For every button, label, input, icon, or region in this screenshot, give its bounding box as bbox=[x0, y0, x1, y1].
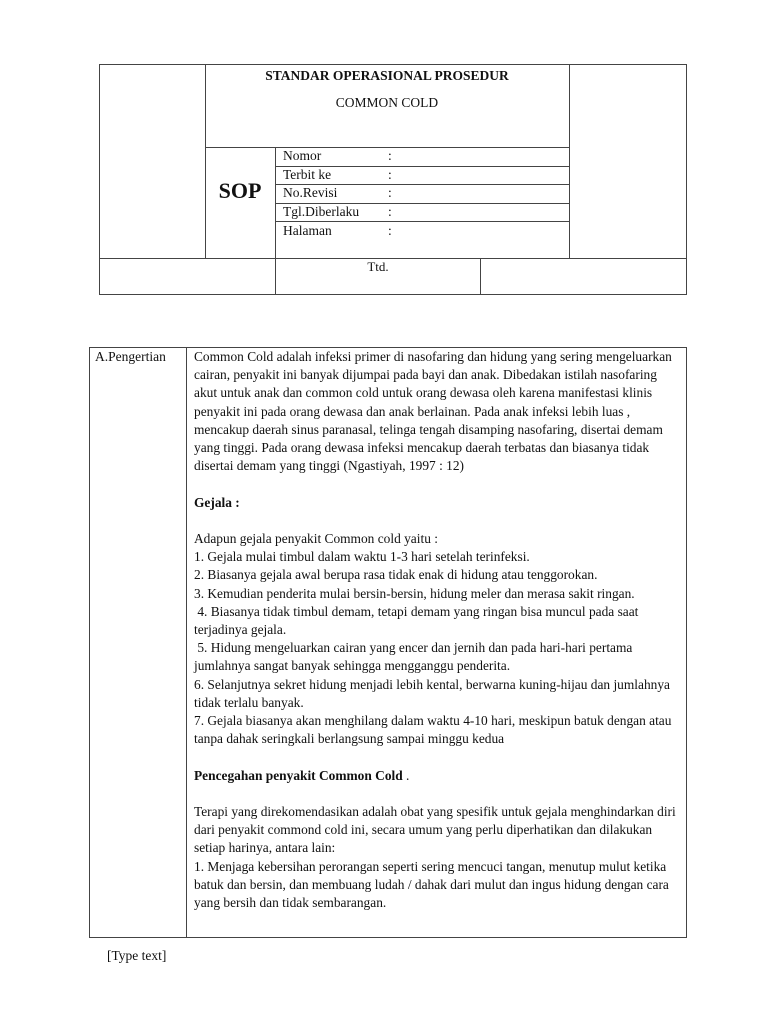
document-subtitle: COMMON COLD bbox=[335, 95, 439, 110]
prevention-item: 1. Menjaga kebersihan perorangan seperti sering mencuci tangan, menutup mulut ketika batuk dan bersin, dan membuang ludah / dahak dari mulut dan ingus hidung dengan cara yang bersih dan tidak sembarangan. bbox=[194, 858, 669, 911]
symptom-item: 1. Gejala mulai timbul dalam waktu 1-3 hari setelah terinfeksi. bbox=[194, 549, 530, 565]
symptom-item: 3. Kemudian penderita mulai bersin-bersin, hidung meler dan merasa sakit ringan. bbox=[194, 585, 635, 601]
signature-label: Ttd. bbox=[367, 259, 389, 274]
field-colon-halaman: : bbox=[388, 223, 392, 238]
footer-placeholder[interactable]: [Type text] bbox=[107, 948, 167, 963]
section-label: A.Pengertian bbox=[95, 349, 166, 364]
prevention-heading: Pencegahan penyakit Common Cold bbox=[194, 767, 403, 783]
field-label-tgl: Tgl.Diberlaku bbox=[283, 204, 360, 219]
field-colon-revisi: : bbox=[388, 185, 392, 200]
symptoms-heading: Gejala : bbox=[194, 494, 240, 510]
prevention-intro: Terapi yang direkomendasikan adalah obat yang spesifik untuk gejala menghindarkan diri dari penyakit commond cold ini, secara umum yang perlu diperhatikan dan dilakukan setiap harinya, antara lain: bbox=[194, 804, 676, 856]
field-label-nomor: Nomor bbox=[283, 148, 322, 163]
field-label-revisi: No.Revisi bbox=[283, 185, 338, 200]
field-label-halaman: Halaman bbox=[283, 223, 332, 238]
sop-label: SOP bbox=[218, 178, 262, 203]
field-colon-nomor: : bbox=[388, 148, 392, 163]
document-title: STANDAR OPERASIONAL PROSEDUR bbox=[265, 68, 509, 83]
definition-paragraph: Common Cold adalah infeksi primer di nasofaring dan hidung yang sering mengeluarkan cairan, penyakit ini banyak dijumpai pada bayi dan anak. Dibedakan istilah nasofaring akut untuk anak dan common cold untuk orang dewasa oleh karena manifestasi klinis penyakit ini pada orang dewasa dan anak berlainan. Pada anak infeksi lebih luas , mencakup daerah sinus paranasal, telinga tengah disamping nasofaring, disertai demam yang tinggi. Pada orang dewasa infeksi mencakup daerah terbatas dan biasanya tidak disertai demam yang tinggi (Ngastiyah, 1997 : 12) bbox=[194, 349, 672, 474]
prevention-heading-line bbox=[194, 767, 680, 785]
symptom-item: 6. Selanjutnya sekret hidung menjadi lebih kental, berwarna kuning-hijau dan jumlahnya tidak terlalu banyak. bbox=[194, 676, 670, 710]
symptom-item: 2. Biasanya gejala awal berupa rasa tidak enak di hidung atau tenggorokan. bbox=[194, 567, 598, 583]
symptom-item: 7. Gejala biasanya akan menghilang dalam waktu 4-10 hari, meskipun batuk dengan atau tanpa dahak seringkali berlangsung sampai minggu kedua bbox=[194, 713, 672, 747]
section-content bbox=[194, 348, 680, 912]
prevention-heading-suffix: . bbox=[402, 767, 410, 783]
field-colon-terbit: : bbox=[388, 167, 392, 182]
field-label-terbit: Terbit ke bbox=[283, 167, 332, 182]
symptom-item: 5. Hidung mengeluarkan cairan yang encer dan jernih dan pada hari-hari pertama jumlahnya sangat banyak sehingga mengganggu penderita. bbox=[194, 640, 636, 674]
field-colon-tgl: : bbox=[388, 204, 392, 219]
symptom-item: 4. Biasanya tidak timbul demam, tetapi demam yang ringan bisa muncul pada saat terjadinya gejala. bbox=[194, 603, 642, 638]
symptoms-intro: Adapun gejala penyakit Common cold yaitu : bbox=[194, 531, 438, 546]
